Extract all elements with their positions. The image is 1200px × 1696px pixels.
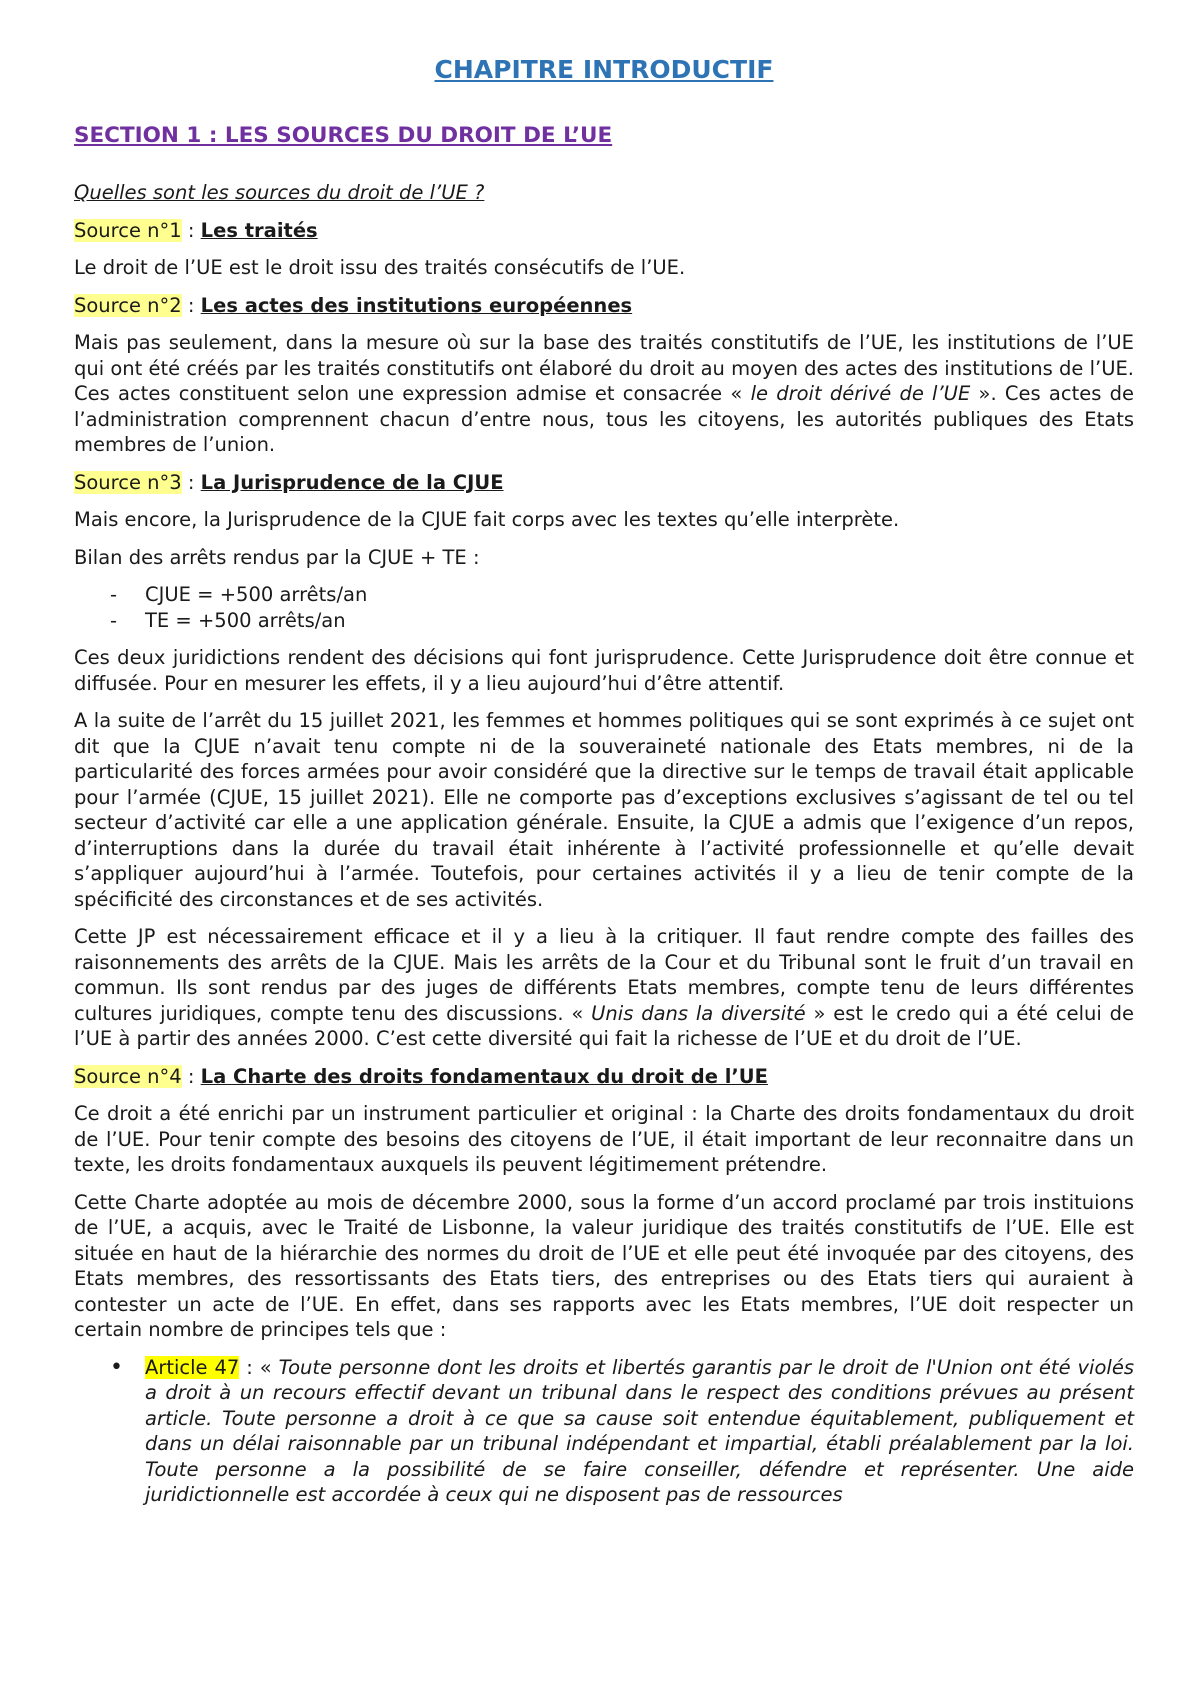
chapter-title: CHAPITRE INTRODUCTIF <box>434 55 774 84</box>
source-3-paragraph-2: Bilan des arrêts rendus par la CJUE + TE : <box>74 545 480 569</box>
list-item <box>74 608 1134 634</box>
source-3-text-a: Cette JP est nécessairement efficace et il y a lieu à la critiquer. Il faut rendre compte des failles des raisonnements des arrêts de la CJUE. Mais les arrêts de la Cour et du Tribunal sont le fruit d’un travail en commun. Ils sont rendus par des juges de différents Etats membres, compte tenu de leurs différentes cultures juridiques, compte tenu des discussions. « <box>74 925 1134 1025</box>
source-1-title: Les traités <box>200 218 318 242</box>
source-4-title: La Charte des droits fondamentaux du droit de l’UE <box>200 1064 768 1088</box>
decisions-list <box>74 582 1134 633</box>
source-4-separator: : <box>181 1064 201 1088</box>
source-4-paragraph-1: Ce droit a été enrichi par un instrument particulier et original : la Charte des droits fondamentaux du droit de l’UE. Pour tenir compte des besoins des citoyens de l’UE, il était important de leur reconnaitre dans un texte, les droits fondamentaux auxquels ils peuvent légitimement prétendre. <box>74 1102 1134 1176</box>
source-3-label: Source n°3 <box>74 470 182 494</box>
list-item <box>74 1355 1134 1508</box>
bullet-icon: • <box>110 1354 123 1380</box>
intro-question: Quelles sont les sources du droit de l’UE ? <box>74 181 485 204</box>
source-3-title: La Jurisprudence de la CJUE <box>200 470 504 494</box>
source-3-heading <box>74 470 1134 496</box>
principles-list <box>74 1355 1134 1508</box>
article-text: Toute personne dont les droits et libertés garantis par le droit de l'Union ont été violés a droit à un recours effectif devant un tribunal dans le respect des conditions prévues au présent article. Toute personne a droit à ce que sa cause soit entendue équitablement, publiquement et dans un délai raisonnable par un tribunal indépendant et impartial, établi préalablement par la loi. Toute personne a la possibilité de se faire conseiller, défendre et représenter. Une aide juridictionnelle est accordée à ceux qui ne disposent pas de ressources <box>145 1355 1134 1506</box>
source-3-paragraph-3: Ces deux juridictions rendent des décisions qui font jurisprudence. Cette Jurisprudence doit être connue et diffusée. Pour en mesurer les effets, il y a lieu aujourd’hui d’être attentif. <box>74 646 1134 695</box>
source-2-text-c: ». Ces actes de l’administration comprennent chacun d’entre nous, tous les citoyens, les autorités publiques des Etats membres de l’union. <box>74 382 1134 456</box>
source-3-separator: : <box>181 470 201 494</box>
source-1-label: Source n°1 <box>74 218 182 242</box>
section-title: SECTION 1 : LES SOURCES DU DROIT DE L’UE <box>74 123 613 148</box>
list-item <box>74 582 1134 608</box>
source-2-heading <box>74 293 1134 319</box>
source-2-text-a: Mais pas seulement, dans la mesure où sur la base des traités constitutifs de l’UE, les institutions de l’UE qui ont été créés par les traités constitutifs ont élaboré du droit au moyen des actes des institutions de l’UE. Ces actes constituent selon une expression admise et consacrée « <box>74 331 1134 405</box>
list-item-text: TE = +500 arrêts/an <box>145 608 346 632</box>
dash-marker: - <box>110 583 118 606</box>
source-4-heading <box>74 1064 1134 1090</box>
list-item-text: CJUE = +500 arrêts/an <box>145 583 368 606</box>
dash-marker: - <box>110 608 118 632</box>
source-3-paragraph-5 <box>74 924 1134 1052</box>
source-2-quote: le droit dérivé de l’UE <box>750 382 971 405</box>
source-3-paragraph-1: Mais encore, la Jurisprudence de la CJUE fait corps avec les textes qu’elle interprète. <box>74 508 900 531</box>
source-2-title: Les actes des institutions européennes <box>200 293 633 317</box>
source-2-label: Source n°2 <box>74 293 182 317</box>
source-3-quote: Unis dans la diversité <box>591 1001 806 1025</box>
source-2-paragraph <box>74 330 1134 458</box>
source-1-separator: : <box>181 218 201 242</box>
document-page <box>74 54 1134 1508</box>
source-1-paragraph: Le droit de l’UE est le droit issu des traités consécutifs de l’UE. <box>74 256 686 279</box>
source-1-heading <box>74 218 1134 244</box>
source-3-paragraph-4: A la suite de l’arrêt du 15 juillet 2021, les femmes et hommes politiques qui se sont exprimés à ce sujet ont dit que la CJUE n’avait tenu compte ni de la souveraineté nationale des Etats membres, ni de la particularité des forces armées pour avoir considéré que la directive sur le temps de travail était applicable pour l’armée (CJUE, 15 juillet 2021). Elle ne comporte pas d’exceptions exclusives s’agissant de tel ou tel secteur d’activité car elle a une application générale. Ensuite, la CJUE a admis que l’exigence d’un repos, d’interruptions dans la durée du travail était inhérente à l’activité professionnelle et qu’elle devait s’appliquer aujourd’hui à l’armée. Toutefois, pour certaines activités il y a lieu de tenir compte de la spécificité des circonstances et de ses activités. <box>74 709 1134 911</box>
source-3-text-c: » est le credo qui a été celui de l’UE à partir des années 2000. C’est cette diversité qui fait la richesse de l’UE et du droit de l’UE. <box>74 1001 1134 1050</box>
article-label: Article 47 <box>145 1355 240 1379</box>
source-4-paragraph-2: Cette Charte adoptée au mois de décembre 2000, sous la forme d’un accord proclamé par trois instituions de l’UE, a acquis, avec le Traité de Lisbonne, la valeur juridique des traités constitutifs de l’UE. Elle est située en haut de la hiérarchie des normes du droit de l’UE et elle peut été invoquée par des citoyens, des Etats membres, des ressortissants des Etats tiers, des entreprises ou des Etats tiers qui auraient à contester un acte de l’UE. En effet, dans ses rapports avec les Etats membres, l’UE doit respecter un certain nombre de principes tels que : <box>74 1190 1134 1341</box>
article-separator: : « <box>239 1355 279 1379</box>
source-4-label: Source n°4 <box>74 1064 182 1088</box>
source-2-separator: : <box>181 293 201 317</box>
